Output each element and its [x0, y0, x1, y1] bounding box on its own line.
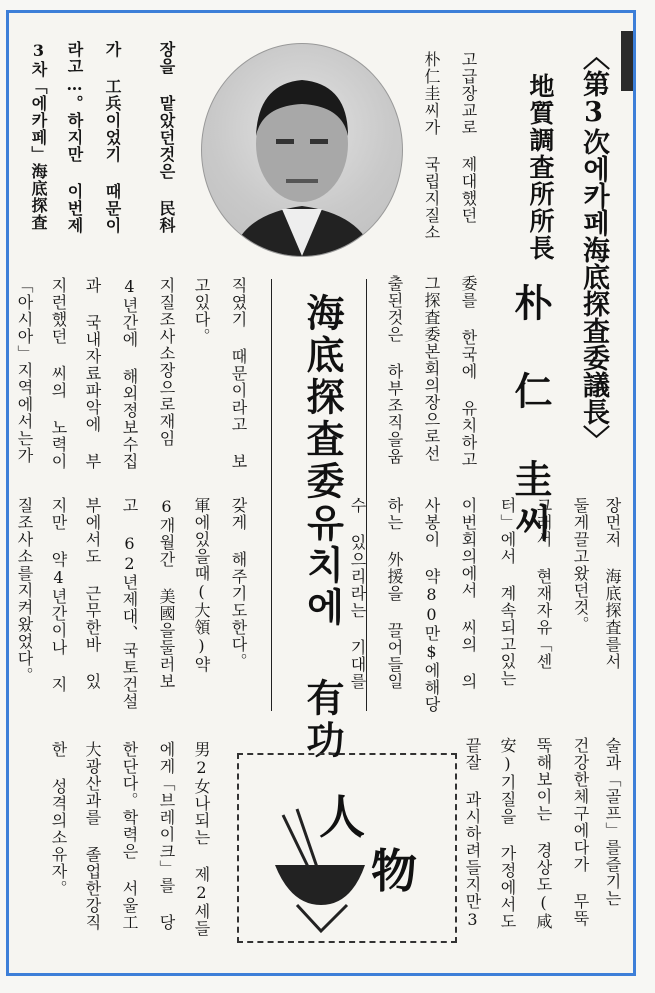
text-column: 한 성격의소유자。 [49, 741, 68, 897]
text-column: 이번회의에서 씨의 의 [459, 497, 478, 690]
text-column: 6개월간 美國을둘러보 [157, 497, 176, 690]
portrait-figure-icon [202, 44, 402, 256]
text-column: 끝잘 과시하려들지만3 [463, 737, 482, 930]
text-column: 직였기 때문이라고 보 [229, 277, 248, 470]
text-column: 가 工兵이었기 때문이 [103, 41, 122, 234]
text-column: 술과「골프」를즐기는 [603, 737, 622, 907]
text-column: 터」에서 계속되고있는 [498, 497, 517, 687]
text-column: 朴仁圭씨가 국립지질소 [422, 51, 441, 241]
article-subhead: 海底探査委유치에 有功 [300, 293, 345, 762]
text-column: 질조사소를지켜왔었다。 [15, 497, 34, 684]
text-column: 출된것은 하부조직을움 [385, 275, 404, 465]
text-column: 그探査委본회의장으로선 [422, 275, 441, 462]
text-column: 지질조사소장으로재임 [157, 277, 176, 447]
article-title-name: 朴 仁 圭씨 [508, 283, 553, 547]
text-column: 軍에있을때(大領)약 [192, 497, 211, 673]
text-column: 갖게 해주기도한다。 [229, 497, 248, 670]
text-column: 「아시아」지역에서는가 [15, 277, 34, 464]
text-column: 고급장교로 제대했던 [459, 51, 478, 224]
article-frame [6, 10, 636, 976]
text-column: 장을 맡았던것은 民科 [157, 41, 176, 234]
text-column: 사봉이 약80만$에해당 [422, 497, 441, 713]
article-title-line2: 地質調査所所長 [526, 73, 555, 262]
logo-character-person: 人 [319, 790, 365, 844]
text-column: 大광산과를 졸업한강직 [83, 741, 102, 931]
text-column: 4년간에 해외정보수집 [120, 277, 139, 470]
text-column: 3차「에카페」海底探査 [29, 41, 48, 231]
text-column: 지만 약4년간이나 지 [49, 497, 68, 693]
text-column: 하는 外援을 끌어들일 [385, 497, 404, 690]
text-column: 에게「브레이크」를 당 [157, 741, 176, 931]
feature-logo-box [237, 753, 457, 943]
column-rule [271, 279, 272, 711]
text-column: 지런했던 씨의 노력이 [49, 277, 68, 470]
text-column: 그래서 현재자유「센 [534, 497, 553, 670]
text-column: 뚝해보이는 경상도(咸 [534, 737, 553, 930]
text-column: 고있다。 [192, 277, 211, 345]
text-column: 安)기질을 가정에서도 [498, 737, 517, 930]
text-column: 수 있으리라는 기대를 [348, 497, 367, 690]
text-column: 男2女나되는 제2세들 [192, 741, 211, 937]
portrait-photo [201, 43, 403, 257]
text-column: 고 62년제대、국토건설 [120, 497, 139, 710]
logo-character-thing: 物 [371, 844, 417, 898]
text-column: 건강한체구에다가 무뚝 [571, 737, 590, 927]
article-title-line1: 〈第3次에카페海底探査委議長〉 [578, 43, 609, 452]
text-column: 委를 한국에 유치하고 [459, 275, 478, 468]
text-column: 라고…。하지만 이번제 [65, 41, 84, 234]
text-column: 둘게끌고왔던것。 [571, 497, 590, 633]
text-column: 장먼저 海底探査를서 [603, 497, 622, 670]
text-column: 부에서도 근무한바 있 [83, 497, 102, 690]
text-column: 과 국내자료파악에 부 [83, 277, 102, 470]
text-column: 한단다。학력은 서울工 [120, 741, 139, 931]
page-edge-tab [621, 31, 633, 91]
